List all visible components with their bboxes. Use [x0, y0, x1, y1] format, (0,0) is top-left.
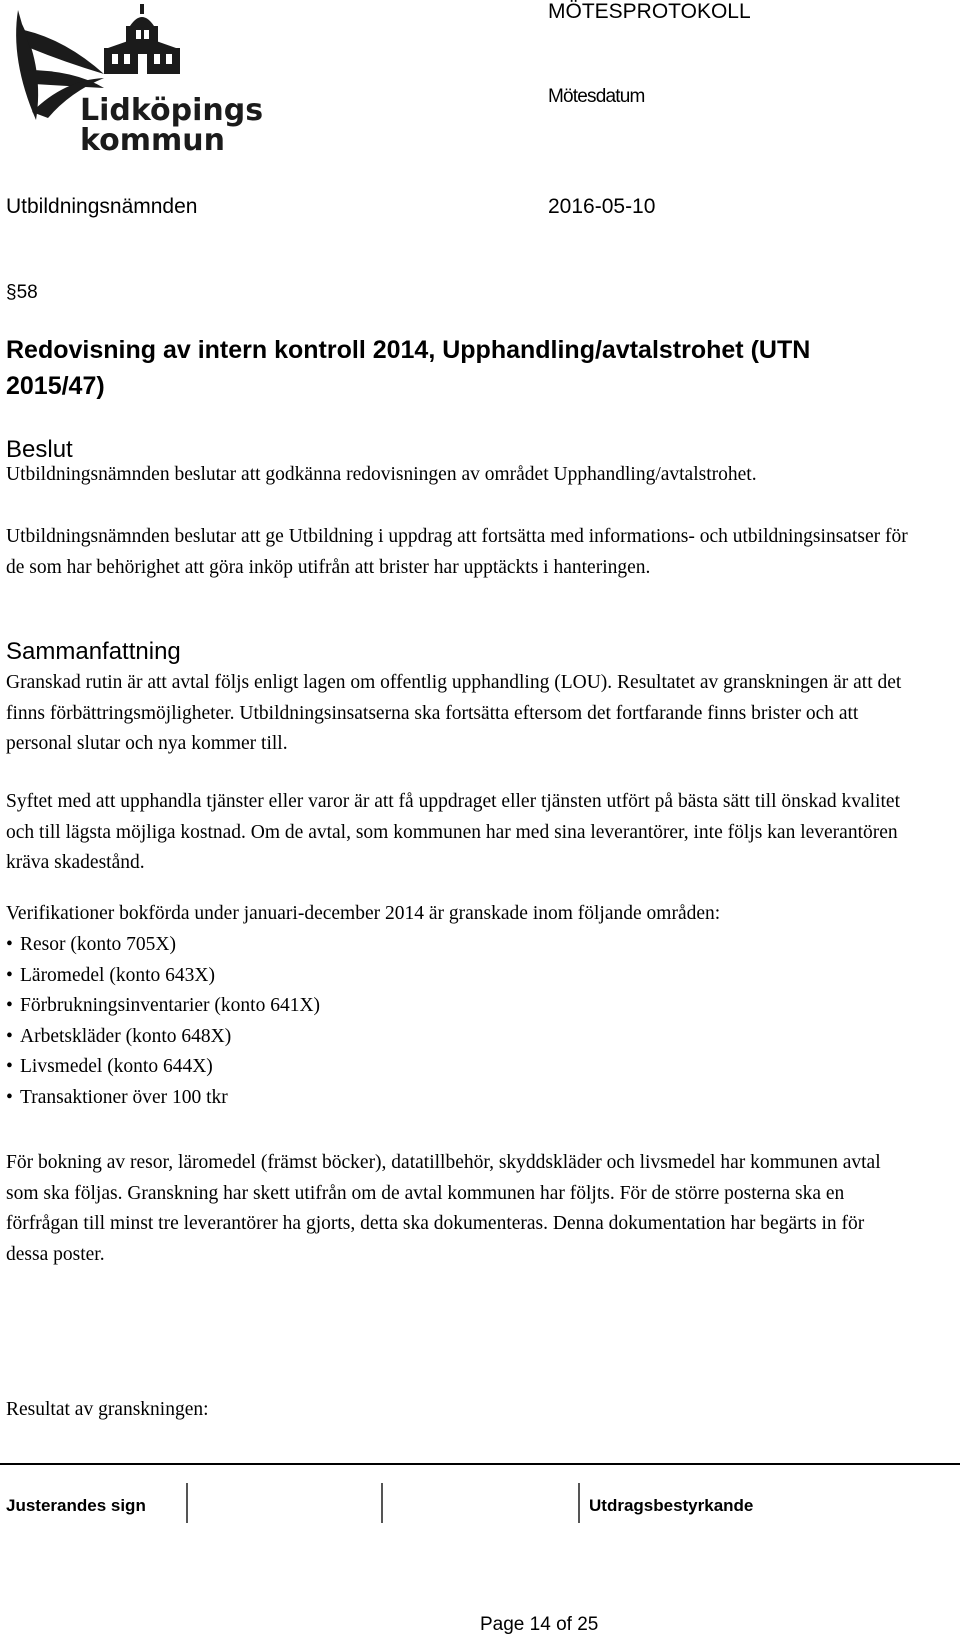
list-item: • Resor (konto 705X) [6, 930, 911, 961]
svg-text:kommun: kommun [80, 123, 225, 158]
list-item: • Livsmedel (konto 644X) [6, 1052, 911, 1083]
summary-paragraph: Syftet med att upphandla tjänster eller varor är att få uppdraget eller tjänsten utfört på bästa sätt till önskad kvalitet och till lägsta möjliga kostnad. Om de avtal, som kommunen har med sina leverantörer, inte följs kan leverantören kräva skadestånd. [6, 791, 900, 873]
signature-box-divider [186, 1483, 188, 1523]
page-number: Page 14 of 25 [480, 1614, 599, 1635]
meeting-date: 2016-05-10 [548, 195, 656, 218]
list-item: • Förbrukningsinventarier (konto 641X) [6, 991, 911, 1022]
logo-emblem-icon [4, 0, 264, 160]
summary-paragraph: För bokning av resor, läromedel (främst böcker), datatillbehör, skyddskläder och livsmedel har kommunen avtal som ska följas. Granskning har skett utifrån om de avtal kommunen har följts. För de större posterna ska en förfrågan till minst tre leverantörer ha gjorts, detta ska dokumenteras. Denna dokumentation har begärts in för dessa poster. [6, 1152, 881, 1265]
footer-divider [0, 1463, 960, 1465]
committee-name: Utbildningsnämnden [6, 195, 198, 218]
adjuster-signature-label: Justerandes sign [6, 1496, 146, 1515]
extract-certification-label: Utdragsbestyrkande [589, 1496, 754, 1515]
list-item: • Arbetskläder (konto 648X) [6, 1022, 911, 1053]
svg-text:Lidköpings: Lidköpings [80, 93, 264, 128]
signature-box-divider [578, 1483, 580, 1523]
summary-paragraph: Verifikationer bokförda under januari-december 2014 är granskade inom följande områden: [6, 903, 721, 924]
verification-area-list [6, 930, 911, 1113]
document-type: MÖTESPROTOKOLL [548, 0, 751, 23]
paragraph-number: §58 [6, 282, 38, 303]
decision-heading: Beslut [6, 436, 73, 463]
result-label: Resultat av granskningen: [6, 1399, 209, 1420]
municipality-logo [4, 0, 264, 160]
summary-paragraph: Granskad rutin är att avtal följs enligt lagen om offentlig upphandling (LOU). Resultatet av granskningen är att det finns förbättringsmöjligheter. Utbildningsinsatserna ska fortsätta eftersom det fortfarande finns brister och att personal slutar och nya kommer till. [6, 672, 902, 754]
paragraph-title: Redovisning av intern kontroll 2014, Upphandling/avtalstrohet (UTN 2015/47) [6, 336, 811, 400]
decision-paragraph: Utbildningsnämnden beslutar att ge Utbildning i uppdrag att fortsätta med informations- och utbildningsinsatser för de som har behörighet att göra inköp utifrån att brister har upptäckts i hanteringen. [6, 526, 908, 578]
list-item: • Transaktioner över 100 tkr [6, 1083, 911, 1114]
summary-heading: Sammanfattning [6, 638, 181, 665]
decision-paragraph: Utbildningsnämnden beslutar att godkänna redovisningen av området Upphandling/avtalstrohet. [6, 464, 757, 485]
meeting-date-label: Mötesdatum [548, 86, 645, 107]
list-item: • Läromedel (konto 643X) [6, 961, 911, 992]
signature-box-divider [381, 1483, 383, 1523]
